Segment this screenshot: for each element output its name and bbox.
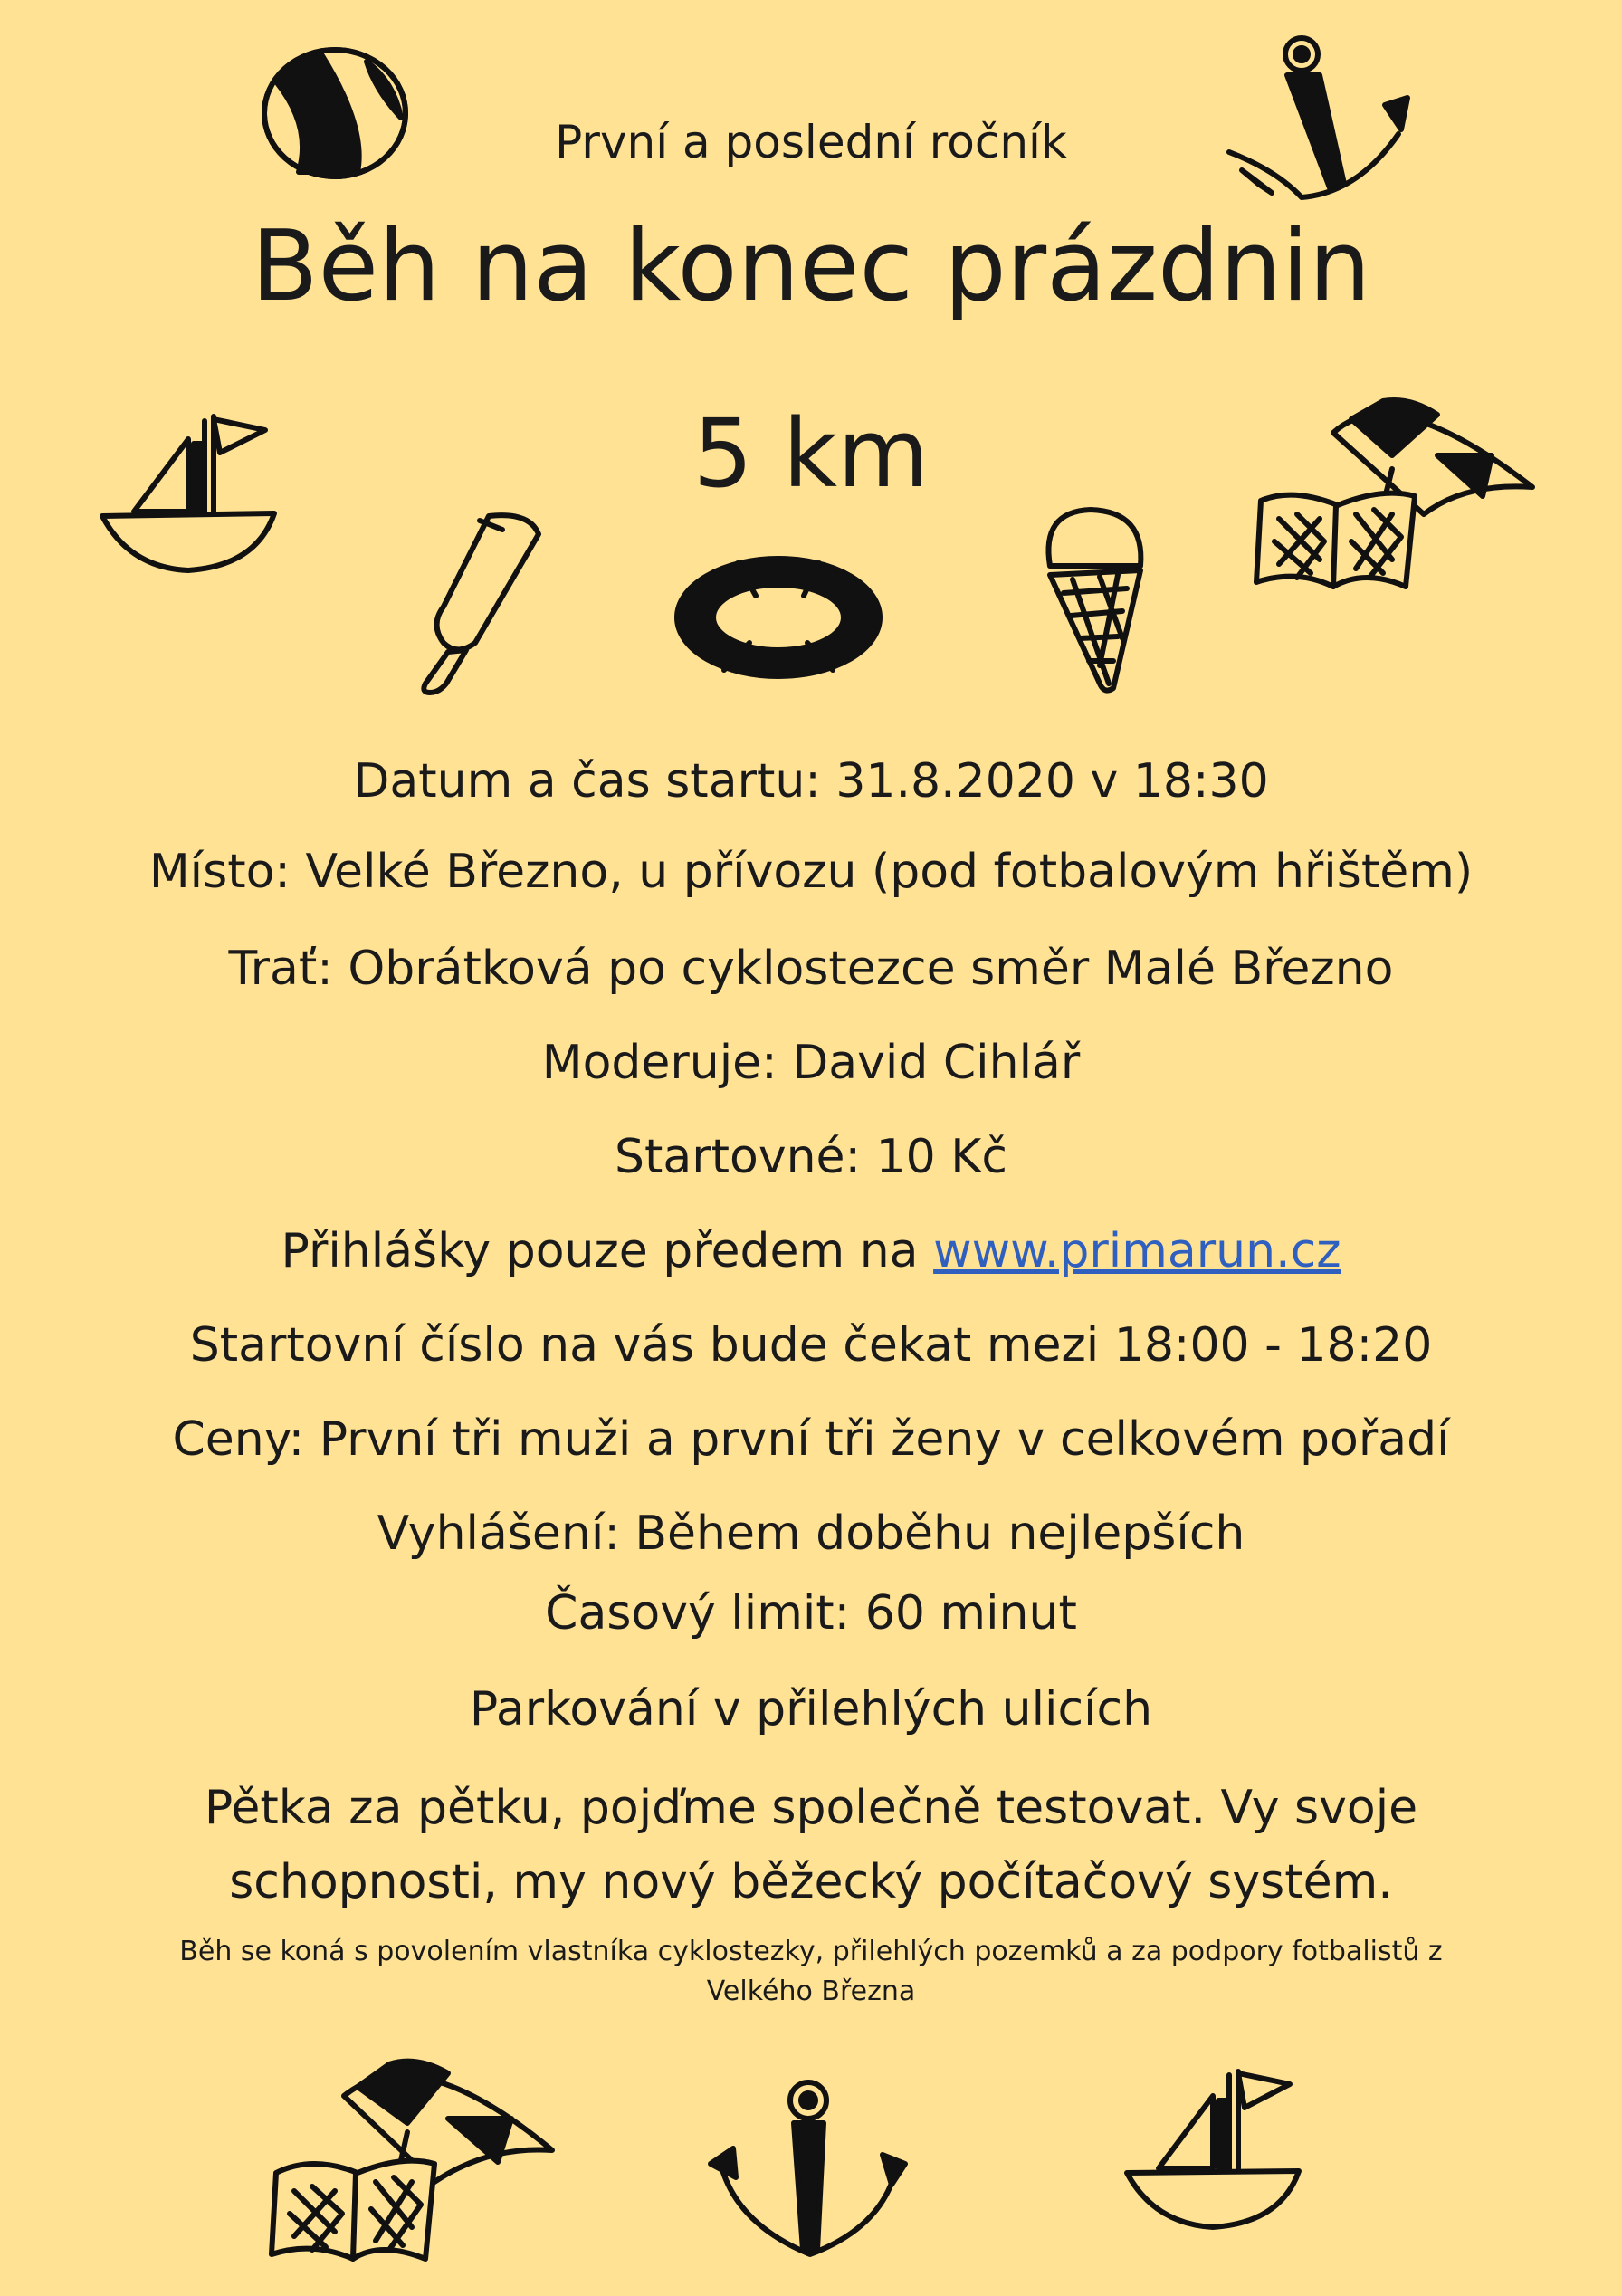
anchor-icon [1222, 34, 1417, 206]
track: Trať: Obrátková po cyklostezce směr Malé Březno [228, 942, 1394, 996]
beach-ball-icon [258, 45, 412, 181]
registration-text: Přihlášky pouze předem na [281, 1224, 919, 1278]
umbrella-book-icon [1256, 387, 1541, 591]
time-limit: Časový limit: 60 minut [545, 1586, 1077, 1641]
ice-cream-cone-icon [1036, 502, 1154, 697]
venue: Místo: Velké Březno, u přívozu (pod fotbalovým hřištěm) [148, 845, 1474, 899]
poster-title: Běh na konec prázdnin [251, 210, 1371, 323]
start-datetime: Datum a čas startu: 31.8.2020 v 18:30 [353, 754, 1269, 808]
closing-line-2: schopnosti, my nový běžecký počítačový systém. [229, 1855, 1393, 1909]
prizes: Ceny: První tři muži a první tři ženy v celkovém pořadí [172, 1412, 1450, 1467]
host: Moderuje: David Cihlář [541, 1036, 1081, 1090]
registration-link[interactable]: www.primarun.cz [933, 1224, 1341, 1278]
footnote [0, 1932, 1622, 2012]
bib-pickup: Startovní číslo na vás bude čekat mezi 18:00 - 18:20 [189, 1318, 1433, 1373]
awards: Vyhlášení: Během doběhu nejlepších [377, 1507, 1245, 1561]
footnote-line-2: Velkého Března [706, 1976, 916, 2007]
parking: Parkování v přilehlých ulicích [469, 1682, 1153, 1736]
closing-line-1: Pětka za pětku, pojďme společně testovat. Vy svoje [204, 1781, 1418, 1835]
sailboat-icon [98, 412, 279, 575]
popsicle-icon [403, 507, 557, 697]
closing-message [0, 1771, 1622, 1919]
life-ring-icon [670, 552, 887, 684]
registration [0, 1224, 1622, 1278]
footnote-line-1: Běh se koná s povolením vlastníka cyklostezky, přilehlých pozemků a za podpory fotbalistů z [179, 1936, 1443, 1967]
anchor-icon [711, 2078, 910, 2268]
entry-fee: Startovné: 10 Kč [614, 1130, 1007, 1184]
race-distance: 5 km [692, 398, 930, 509]
sailboat-icon [1122, 2064, 1303, 2232]
umbrella-book-icon [272, 2046, 561, 2263]
subtitle: První a poslední ročník [555, 116, 1067, 168]
